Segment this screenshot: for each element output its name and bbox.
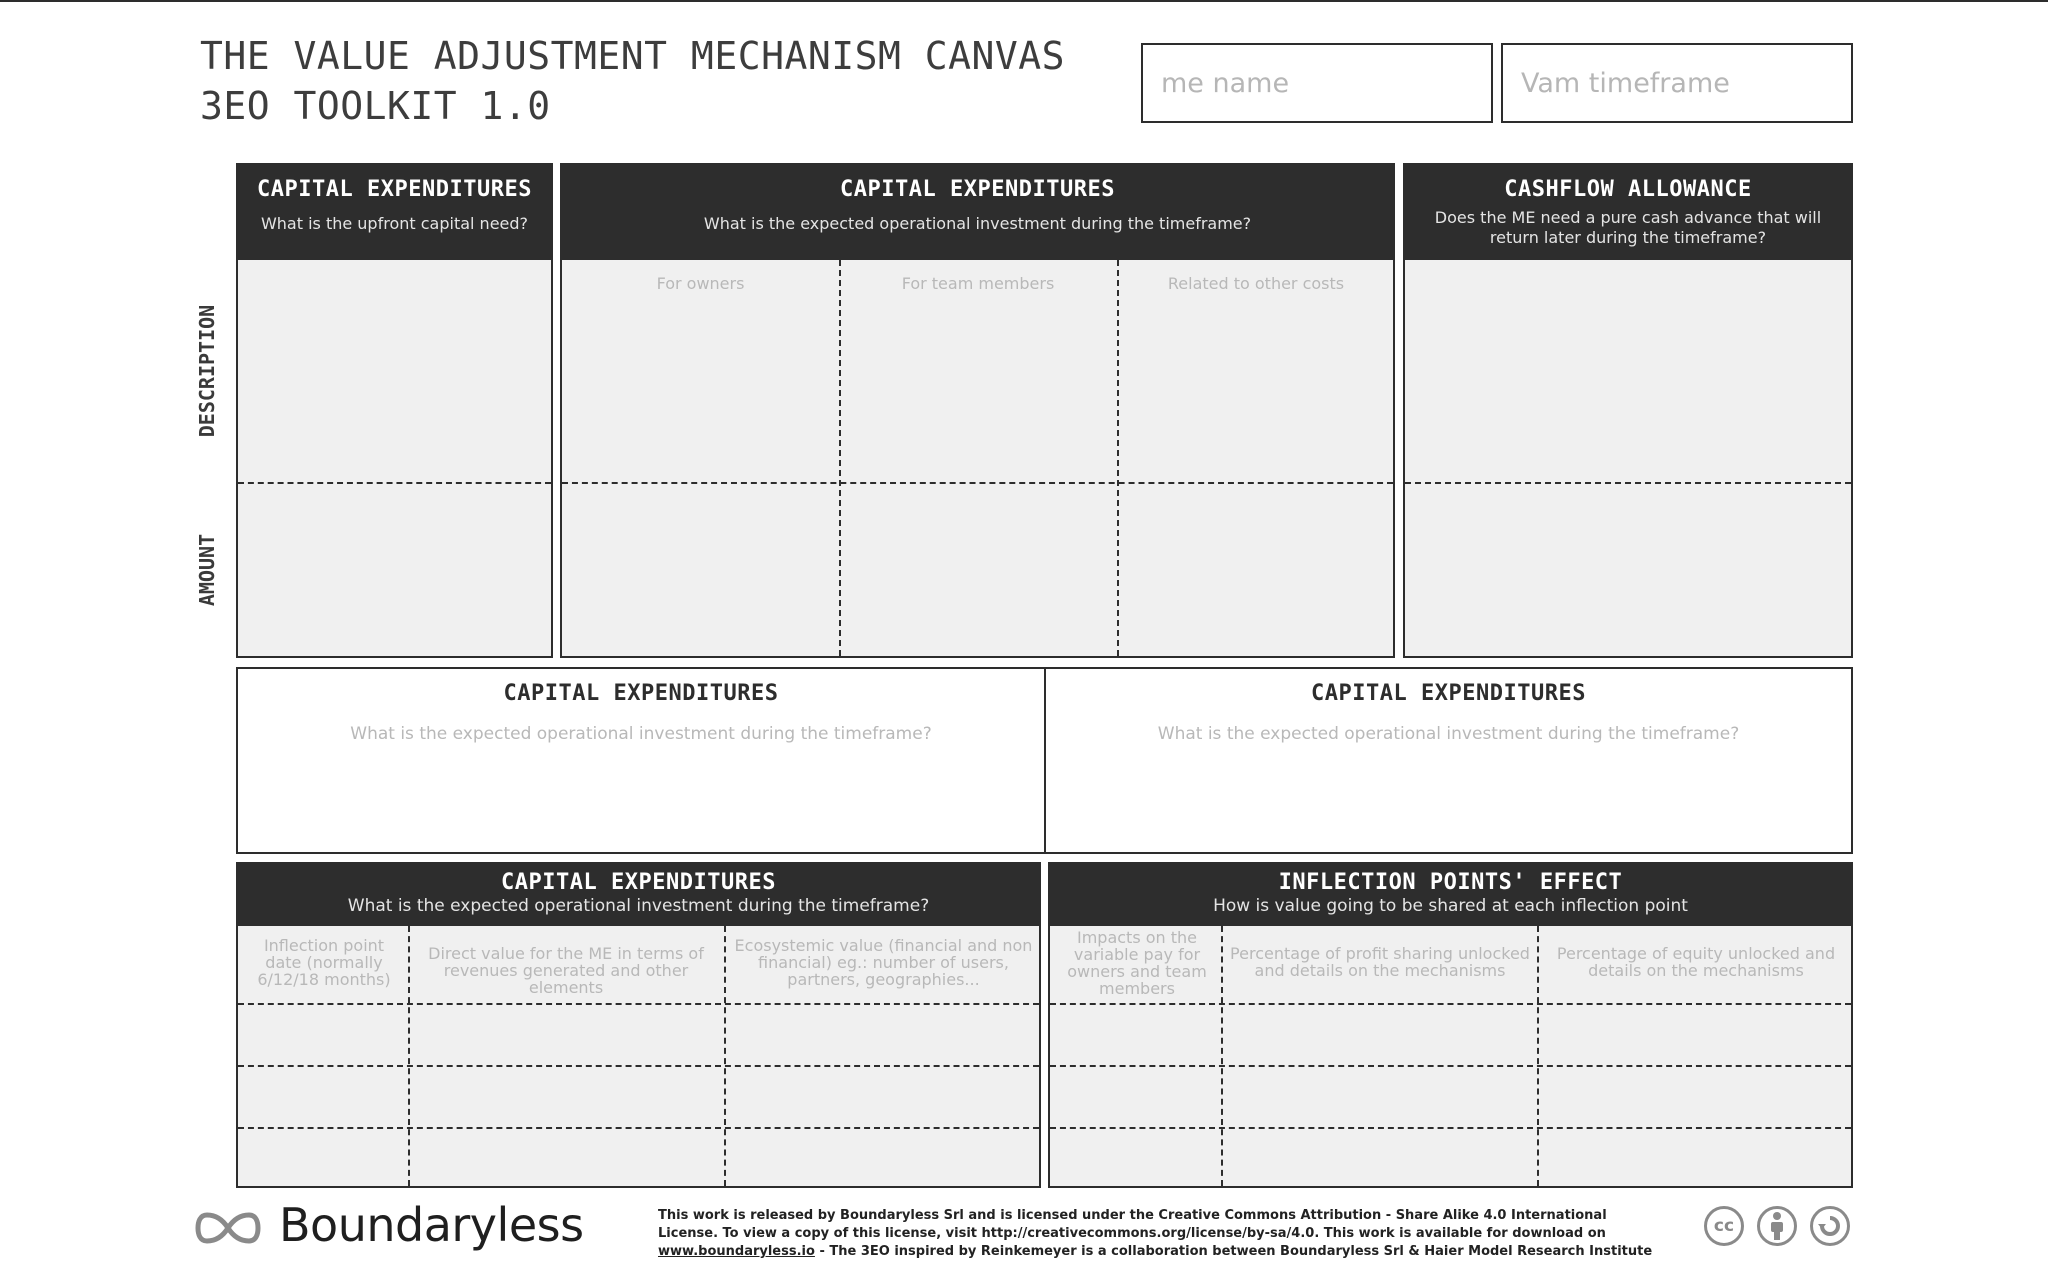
inflection-value-header xyxy=(238,864,1039,926)
row-divider xyxy=(238,1065,1039,1067)
inflection-value-panel xyxy=(236,862,1041,1188)
page-subtitle: 3EO TOOLKIT 1.0 xyxy=(200,84,551,128)
upfront-capital-amount-cell[interactable] xyxy=(238,484,551,656)
inflection-effect-question: How is value going to be shared at each inflection point xyxy=(1213,896,1688,916)
upfront-capital-title: CAPITAL EXPENDITURES xyxy=(257,177,532,202)
col-divider xyxy=(724,926,726,1186)
row-label-amount: AMOUNT xyxy=(195,533,219,607)
col-header-ecosystemic-value: Ecosystemic value (financial and non financial) eg.: number of users, partners, geographies... xyxy=(734,936,1033,989)
license-text-part1: This work is released by Boundaryless Srl and is licensed under the Creative Commons Attribution - Share Alike 4.0 International License. To view a copy of this license, visit http://creativecommons.org/license/by-sa/4.0. This work is available for download on xyxy=(658,1208,1607,1241)
boundaryless-link[interactable]: www.boundaryless.io xyxy=(658,1244,815,1259)
row-divider xyxy=(1405,482,1851,484)
cashflow-allowance-question: Does the ME need a pure cash advance that will return later during the timeframe? xyxy=(1434,208,1822,247)
upfront-capital-panel xyxy=(236,163,553,658)
expenditures-box-right-title: CAPITAL EXPENDITURES xyxy=(1311,681,1586,706)
me-name-input[interactable] xyxy=(1141,43,1493,123)
row-divider xyxy=(1050,1127,1851,1129)
col-divider xyxy=(1537,926,1539,1186)
row-divider xyxy=(1050,1065,1851,1067)
top-border xyxy=(0,0,2048,2)
col-header-equity: Percentage of equity unlocked and details on the mechanisms xyxy=(1556,944,1836,980)
row-divider xyxy=(1050,1003,1851,1005)
inflection-value-question: What is the expected operational investment during the timeframe? xyxy=(347,896,930,916)
share-alike-icon xyxy=(1810,1206,1850,1246)
upfront-capital-header xyxy=(238,165,551,260)
cashflow-allowance-header xyxy=(1405,165,1851,260)
col-header-team-members: For team members xyxy=(901,274,1055,293)
inflection-effect-header xyxy=(1050,864,1851,926)
operational-investment-header xyxy=(562,165,1393,260)
inflection-value-title: CAPITAL EXPENDITURES xyxy=(501,870,776,895)
col-header-profit-sharing: Percentage of profit sharing unlocked and details on the mechanisms xyxy=(1230,944,1530,980)
expenditures-box-right[interactable] xyxy=(1044,667,1853,854)
row-label-description: DESCRIPTION xyxy=(195,304,219,438)
inflection-effect-panel xyxy=(1048,862,1853,1188)
col-divider xyxy=(1221,926,1223,1186)
operational-investment-question: What is the expected operational investment during the timeframe? xyxy=(703,214,1252,233)
col-divider xyxy=(408,926,410,1186)
col-divider xyxy=(839,260,841,656)
row-divider xyxy=(562,482,1393,484)
cc-icon xyxy=(1704,1206,1744,1246)
license-text-part2: - The 3EO inspired by Reinkemeyer is a collaboration between Boundaryless Srl & Haier Model Research Institute xyxy=(814,1244,1653,1259)
license-text xyxy=(658,1207,1658,1261)
expenditures-box-left[interactable] xyxy=(236,667,1046,854)
upfront-capital-description-cell[interactable] xyxy=(238,262,551,481)
col-header-direct-value: Direct value for the ME in terms of revenues generated and other elements xyxy=(428,944,704,997)
operational-investment-title: CAPITAL EXPENDITURES xyxy=(840,177,1115,202)
attribution-icon xyxy=(1757,1206,1797,1246)
inflection-effect-title: INFLECTION POINTS' EFFECT xyxy=(1278,870,1623,895)
col-divider xyxy=(1117,260,1119,656)
page-title: THE VALUE ADJUSTMENT MECHANISM CANVAS xyxy=(200,34,1065,78)
upfront-capital-question: What is the upfront capital need? xyxy=(260,214,529,233)
boundaryless-logo-icon xyxy=(195,1210,261,1246)
col-header-variable-pay: Impacts on the variable pay for owners and team members xyxy=(1067,928,1207,998)
expenditures-box-left-title: CAPITAL EXPENDITURES xyxy=(503,681,779,706)
cc-icon-label: cc xyxy=(1713,1216,1735,1236)
col-header-other-costs: Related to other costs xyxy=(1167,274,1345,293)
expenditures-box-right-question: What is the expected operational investment during the timeframe? xyxy=(1157,724,1740,744)
col-header-owners: For owners xyxy=(656,274,745,293)
vam-timeframe-input[interactable] xyxy=(1501,43,1853,123)
col-header-inflection-date: Inflection point date (normally 6/12/18 months) xyxy=(257,936,391,989)
row-divider xyxy=(238,1003,1039,1005)
cashflow-allowance-panel xyxy=(1403,163,1853,658)
operational-investment-panel xyxy=(560,163,1395,658)
expenditures-box-left-question: What is the expected operational investment during the timeframe? xyxy=(350,724,932,744)
row-divider xyxy=(238,1127,1039,1129)
cashflow-allowance-title: CASHFLOW ALLOWANCE xyxy=(1504,177,1752,202)
brand-name: Boundaryless xyxy=(279,1198,584,1252)
